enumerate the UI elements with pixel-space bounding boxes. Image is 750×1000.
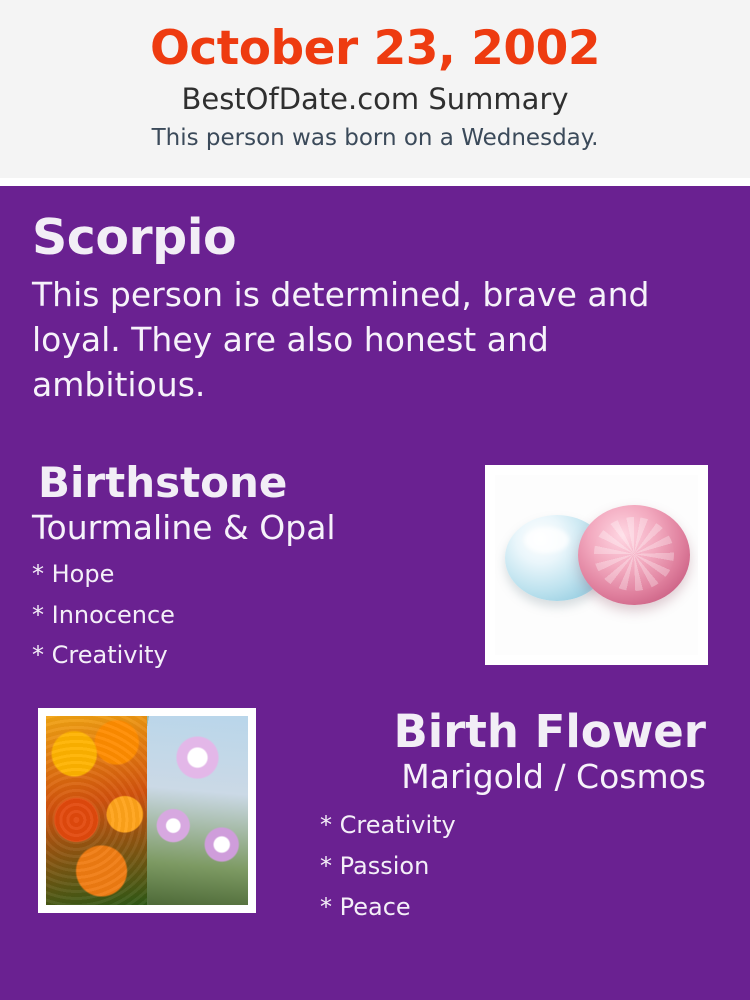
birthflower-trait: * Passion: [320, 851, 430, 880]
birthstone-photo-inner: [495, 475, 698, 655]
zodiac-description: This person is determined, brave and loyal. They are also honest and ambitious.: [32, 275, 650, 405]
birthstone-photo: [485, 465, 708, 665]
header-divider: [0, 178, 750, 186]
birthstone-trait: * Hope: [32, 559, 115, 588]
birthflower-traits: [282, 811, 706, 921]
tourmaline-gem-icon: [578, 505, 690, 605]
born-day-text: This person was born on a Wednesday.: [151, 124, 599, 151]
birthstone-section: [32, 460, 718, 670]
marigold-image: [46, 716, 147, 905]
cosmos-image: [147, 716, 248, 905]
birthflower-photo-inner: [46, 716, 248, 905]
birthflower-trait: * Peace: [320, 892, 411, 921]
birthstone-trait: * Creativity: [32, 641, 168, 670]
birthflower-text: [282, 705, 706, 921]
birthstone-names: Tourmaline & Opal: [32, 508, 336, 548]
birthflower-trait: * Creativity: [320, 811, 456, 840]
birthflower-section: [32, 705, 718, 948]
header: [0, 0, 750, 178]
summary-panel: [0, 186, 750, 1000]
zodiac-sign-title: Scorpio: [32, 209, 237, 266]
birthstone-trait: * Innocence: [32, 600, 175, 629]
page-title-date: October 23, 2002: [149, 21, 601, 76]
birthflower-names: Marigold / Cosmos: [401, 757, 706, 797]
birthflower-title: Birth Flower: [393, 705, 706, 759]
site-subtitle: BestOfDate.com Summary: [181, 82, 569, 117]
birthflower-photo: [38, 708, 256, 913]
birthstone-title: Birthstone: [38, 458, 288, 508]
zodiac-section: [32, 209, 718, 408]
